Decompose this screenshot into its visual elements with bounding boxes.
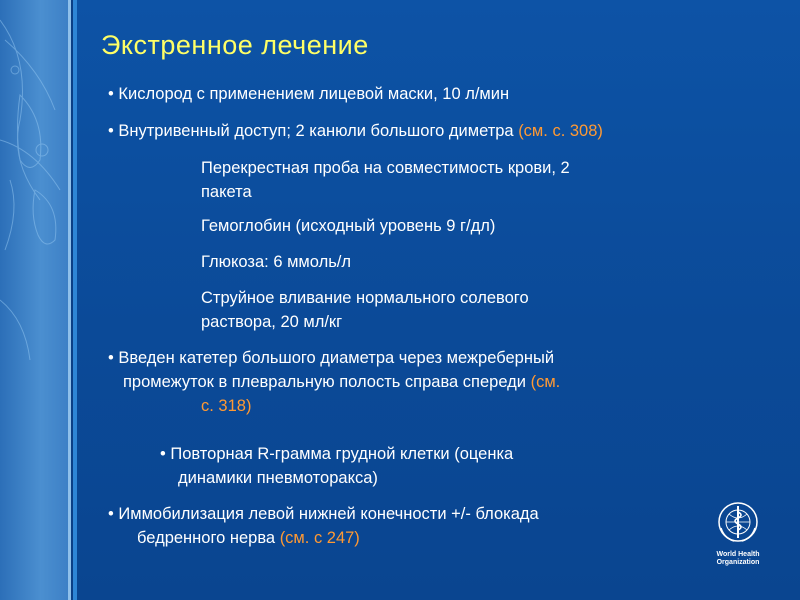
who-emblem-icon — [716, 500, 760, 544]
subitem-crossmatch: Перекрестная проба на совместимость крови, 2 пакета — [201, 159, 570, 201]
subitem-hemoglobin: Гемоглобин (исходный уровень 9 г/дл) — [201, 217, 496, 235]
reference-link: (см. с 247) — [279, 529, 360, 547]
bullet-immobilization: • Иммобилизация левой нижней конечности +/- блокада бедренного нерва (см. с 247) — [108, 505, 539, 547]
logo-text-line: World Health — [716, 551, 760, 558]
reference-link: с. 318) — [201, 397, 252, 415]
bullet-iv-access: • Внутривенный доступ; 2 канюли большого диметра (см. с. 308) — [108, 122, 603, 140]
subitem-saline: Струйное вливание нормального солевого раствора, 20 мл/кг — [201, 289, 529, 331]
reference-link: (см. — [530, 373, 561, 391]
leaf-decoration-icon — [0, 0, 68, 600]
bullet-oxygen: • Кислород с применением лицевой маски, 10 л/мин — [108, 85, 510, 103]
slide-title: Экстренное лечение — [101, 30, 369, 60]
decorative-side-panel — [0, 0, 68, 600]
logo-text-line: Organization — [716, 559, 760, 566]
who-logo — [712, 500, 764, 567]
reference-link: (см. с. 308) — [518, 122, 603, 140]
subitem-xray: • Повторная R-грамма грудной клетки (оценка динамики пневмоторакса) — [160, 445, 514, 487]
subitem-glucose: Глюкоза: 6 ммоль/л — [201, 253, 352, 271]
bullet-chest-catheter: • Введен катетер большого диаметра через межреберный промежуток в плевральную полость справа спереди (см. с. 318) — [108, 349, 561, 415]
